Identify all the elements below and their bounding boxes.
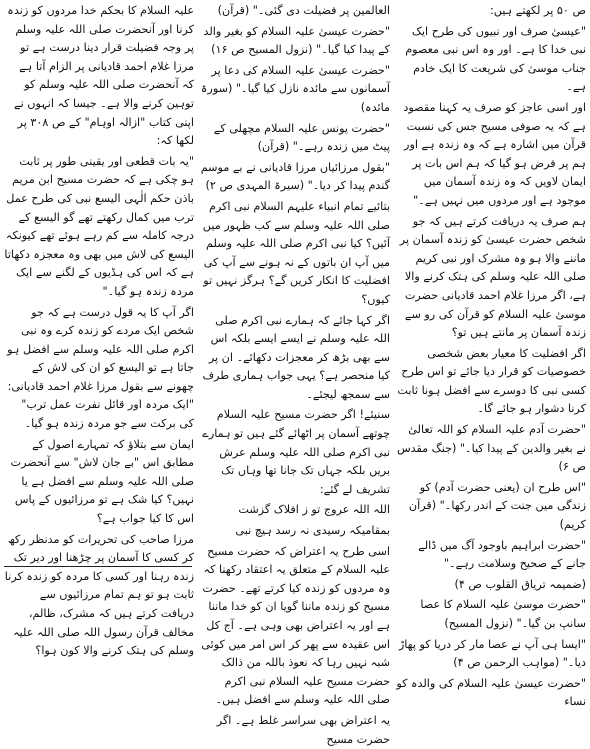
paragraph: اگر کہا جائے کہ ہمارے نبی اکرم صلی اللہ علیہ وسلم نے ایسے ایسے بلکہ اس سے بھی بڑھ کر معجزات دکھائے۔ ان پر کیا منحصر ہے؟ یہی جواب ہماری طرف سے سمجھ لیجئے۔ [202,313,390,401]
paragraph: بتائیے تمام انبیاء علیہم السلام نبی اکرم صلی اللہ علیہ وسلم سے کب ظہور میں آئیں؟ کیا نبی اکرم صلی اللہ علیہ وسلم میں آپ ان باتوں کے نہ ہونے سے آپ کی افضلیت کا انکار کریں گے؟ ہرگز نہیں تو کیوں؟ [202,199,390,306]
paragraph: بمقامیکہ رسیدی نہ رسد ہیچ نبی [235,524,390,538]
paragraph: "بقول مرزائیاں مرزا قادیانی نے بے موسم گندم پیدا کر دیا۔" (سیرۃ المہدی ص ۲) [200,160,390,193]
paragraph: "حضرت عیسیٰ علیہ السلام کو بغیر والد کے پیدا کیا گیا۔" (نزول المسیح ص ۱۶) [203,24,390,57]
paragraph: اور اسی عاجز کو صرف یہ کہنا مقصود ہے کہ یہ صوفی مسیح جس کی نسبت قرآن میں اشارہ ہے کہ وہ زندہ ہے اور ہم پر فرض ہو گیا کہ ہم اس بات پر ایمان لاویں کہ وہ زندہ آسمان میں موجود ہے اور مردوں میں نہیں ہے۔" [403,100,586,207]
paragraph: ص ۵۰ پر لکھتے ہیں: [490,4,586,17]
paragraph: العالمین پر فضیلت دی گئی۔" (قرآن) [217,4,390,17]
paragraph: ایمان سے بتلاؤ کہ تمہارے اصول کے مطابق اس "بے جان لاش" سے آنحضرت صلی اللہ علیہ وسلم سے افضل ہے یا نہیں؟ کیا شک ہے تو مرزائیوں کے پاس اس کا کیا جواب ہے؟ [10,437,194,526]
paragraph: ہم صرف یہ دریافت کرتے ہیں کہ جو شخص حضرت عیسیٰ کو زندہ آسمان پر ماننے والا ہو وہ مشرک اور نبی کریم صلی اللہ علیہ وسلم کی ہتک کرنے والا ہے، اگر مرزا غلام احمد قادیانی حضرت موسیٰ علیہ السلام کو قرآن کی رو سے زندہ آسمان پر مانتے ہیں تو؟ [399,214,586,340]
paragraph: "حضرت آدم علیہ السلام کو اللہ تعالیٰ نے بغیر والدین کے پیدا کیا۔" (جنگ مقدس ص ۶) [396,423,586,474]
text-column-right [396,2,586,727]
section-divider [4,566,192,567]
paragraph: مرزا صاحب کی تحریرات کو مدنظر رکھ کر کسی کا آسمان پر چڑھنا اور دیر تک زندہ رہنا اور کسی کا مردہ کو زندہ کرنا ثابت ہو تو ہم تمام مرزائیوں سے دریافت کرتے ہیں کہ مشرک، ظالم، مخالف قرآن رسول اللہ صلی اللہ علیہ وسلم کی ہتک کرنے والا کون ہوا؟ [4,532,194,658]
text-column-middle [200,2,390,746]
paragraph: "حضرت یونس علیہ السلام مچھلی کے پیٹ میں زندہ رہے۔" (قرآن) [213,121,390,154]
paragraph: "یہ بات قطعی اور یقینی طور پر ثابت ہو چکی ہے کہ حضرت مسیح ابن مریم باذن حکم الٰہی الیسع نبی کی طرح عمل ترب میں کمال رکھتے تھے گو الیسع کے درجہ کاملہ سے کم رہے ہوئے تھے کیونکہ الیسع کی لاش میں بھی وہ معجزہ دکھاتا ہے کہ اس کی ہڈیوں کے لگنے سے ایک مردہ زندہ ہو گیا۔" [4,154,194,298]
paragraph: علیہ السلام کا بحکم خدا مردوں کو زندہ کرنا اور آنحضرت صلی اللہ علیہ وسلم پر وجہ فضیلت قرار دینا درست ہے تو مرزا غلام احمد قادیانی پر الزام آتا ہے کہ آنحضرت صلی اللہ علیہ وسلم کو توہین کرنے والا ہے۔ جیسا کہ انہوں نے اپنی کتاب "ازالہ اوہام" کے ص ۳۰۸ پر لکھا کہ: [7,4,194,148]
paragraph: یہ اعتراض بھی سراسر غلط ہے۔ اگر حضرت مسیح [216,713,390,746]
paragraph: اللہ اللہ عروج تو ز افلاک گزشت [238,503,390,517]
paragraph: اگر آپ کا یہ قول درست ہے کہ جو شخص ایک مردے کو زندہ کرے وہ نبی اکرم صلی اللہ علیہ وسلم سے افضل ہو جاتا ہے تو الیسع کو ان کی لاش کے چھونے سے بقول مرزا غلام احمد قادیانی: "ایک مردہ اور قائل نفرت عمل ترب" کی برکت سے جو مردہ زندہ ہو گیا۔ [7,305,194,431]
paragraph: اگر افضلیت کا معیار بعض شخصی خصوصیات کو قرار دیا جائے تو اس طرح کسی نبی کا دوسرے سے افضل ہونا ثابت کرنا دشوار ہو جائے گا۔ [397,346,586,416]
paragraph: (ضمیمہ تریاق القلوب ص ۴) [454,577,586,591]
paragraph: "حضرت ابراہیم باوجود آگ میں ڈالے جانے کے صحیح وسلامت رہے۔" [418,538,586,571]
text-column-left [4,2,194,727]
paragraph: "حضرت موسیٰ علیہ السلام کا عصا سانپ بن گیا۔" (نزول المسیح) [420,598,586,630]
paragraph: "ایسا ہی آپ نے عصا مار کر دریا کو پھاڑ دیا۔" (مواہب الرحمن ص ۴) [398,637,586,670]
paragraph: "حضرت عیسیٰ علیہ السلام کی دعا پر آسمانوں سے مائدہ نازل کیا گیا۔" (سورۃ مائدہ) [200,63,390,114]
paragraph: "حضرت عیسیٰ علیہ السلام کی والدہ کو نساء [396,676,586,709]
paragraph: سنیئے! اگر حضرت مسیح علیہ السلام چوتھے آسمان پر اٹھائے گئے ہیں تو ہمارے نبی اکرم صلی اللہ علیہ وسلم عرش بریں بلکہ جہاں تک جانا تھا وہاں تک تشریف لے گئے: [202,408,390,496]
paragraph: "اس طرح ان (یعنی حضرت آدم) کو زندگی میں جنت کے اندر رکھا۔" (قرآن کریم) [408,480,586,532]
paragraph: "عیسیٰ صرف اور نبیوں کی طرح ایک نبی خدا کا ہے۔ اور وہ اس نبی معصوم جناب موسیٰ کی شریعت کا ایک خادم ہے۔ [405,24,586,94]
paragraph: اسی طرح یہ اعتراض کہ حضرت مسیح علیہ السلام کے متعلق یہ اعتقاد رکھنا کہ وہ مردوں کو زندہ کیا کرتے تھے۔ حضرت مسیح کو زندہ ماننا گویا ان کو خدا ماننا ہے اور یہ اعتراض بھی وہی ہے۔ آج کل اس عقیدہ سے پھر کر اس امر میں کوئی شبہ نہیں رہا کہ نعوذ باللہ من ذالک حضرت مسیح علیہ السلام نبی اکرم صلی اللہ علیہ وسلم سے افضل ہیں۔ [201,544,390,707]
